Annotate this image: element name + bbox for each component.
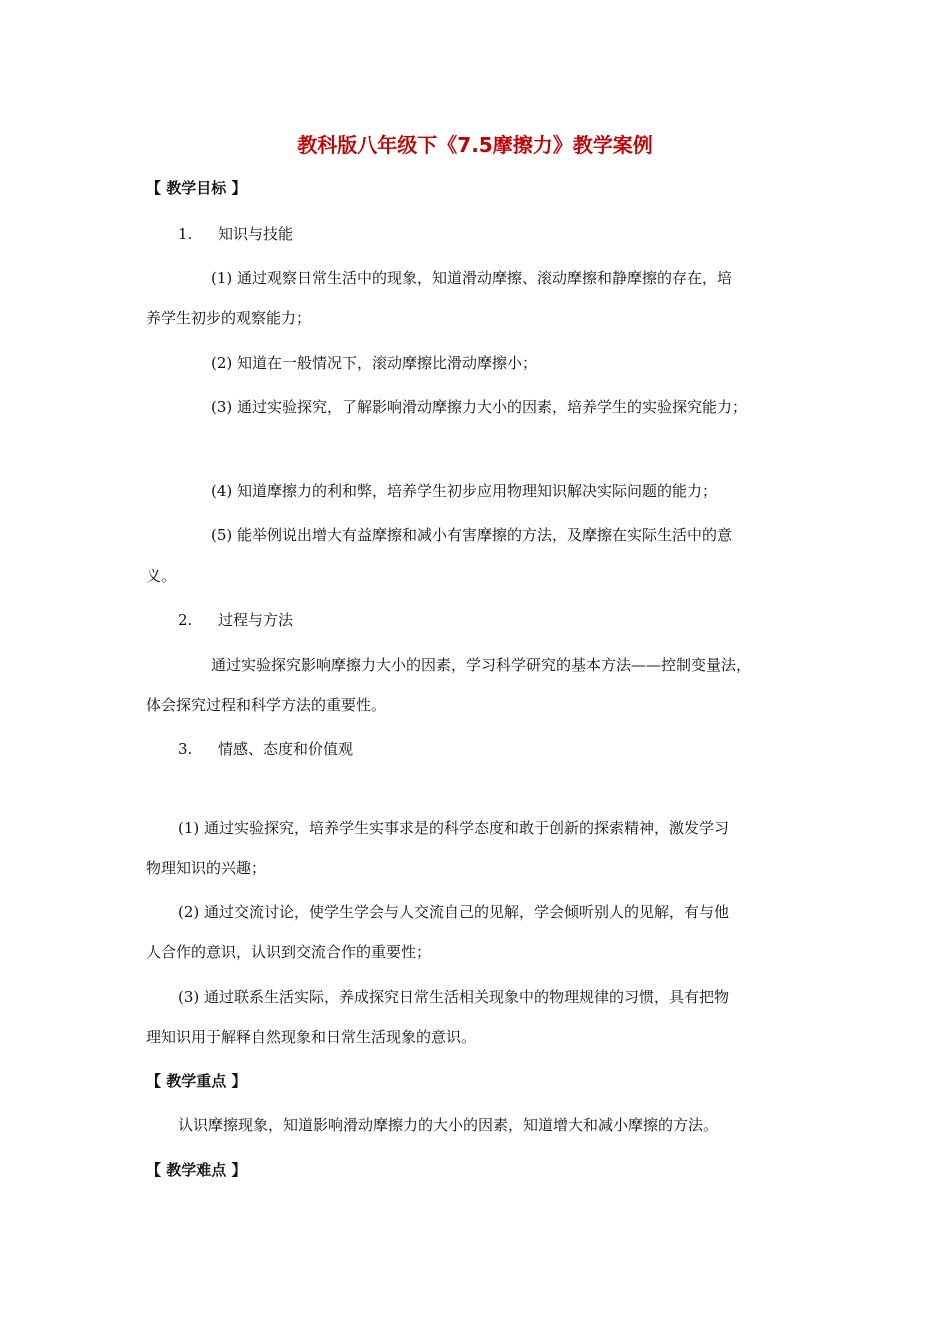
paragraph-line: 义。 (146, 567, 177, 585)
objective-item-1 (178, 224, 293, 244)
paragraph-line: (3) 通过联系生活实际，养成探究日常生活相关现象中的物理规律的习惯，具有把物 (178, 988, 730, 1006)
paragraph-line: 养学生初步的观察能力； (146, 309, 312, 327)
paragraph-line: (5) 能举例说出增大有益摩擦和减小有害摩擦的方法，及摩擦在实际生活中的意 (211, 526, 733, 544)
paragraph-line: 人合作的意识，认识到交流合作的重要性； (146, 943, 432, 961)
paragraph-line: (4) 知道摩擦力的利和弊，培养学生初步应用物理知识解决实际问题的能力； (211, 482, 718, 500)
item-label: 知识与技能 (218, 225, 294, 243)
item-number: 1. (178, 225, 193, 243)
section-heading-difficult-points: 【 教学难点 】 (146, 1161, 247, 1179)
paragraph-line: (1) 通过观察日常生活中的现象，知道滑动摩擦、滚动摩擦和静摩擦的存在，培 (211, 269, 733, 287)
paragraph-line: (2) 知道在一般情况下，滚动摩擦比滑动摩擦小； (211, 354, 538, 372)
paragraph-line: 体会探究过程和科学方法的重要性。 (146, 696, 387, 714)
item-label: 过程与方法 (218, 611, 294, 629)
paragraph-line: 通过实验探究影响摩擦力大小的因素，学习科学研究的基本方法——控制变量法， (211, 656, 752, 674)
item-number: 3. (178, 740, 193, 758)
section-heading-objectives: 【 教学目标 】 (146, 179, 247, 197)
item-label: 情感、态度和价值观 (218, 740, 354, 758)
section-heading-key-points: 【 教学重点 】 (146, 1072, 247, 1090)
paragraph-line: 物理知识的兴趣； (146, 859, 267, 877)
paragraph-line: (1) 通过实验探究，培养学生实事求是的科学态度和敢于创新的探索精神，激发学习 (178, 819, 730, 837)
objective-item-2 (178, 610, 293, 630)
item-number: 2. (178, 611, 193, 629)
paragraph-line: 理知识用于解释自然现象和日常生活现象的意识。 (146, 1028, 477, 1046)
paragraph-line: (3) 通过实验探究，了解影响滑动摩擦力大小的因素，培养学生的实验探究能力； (211, 398, 748, 416)
paragraph-line: (2) 通过交流讨论，使学生学会与人交流自己的见解，学会倾听别人的见解，有与他 (178, 903, 730, 921)
document-title: 教科版八年级下《7.5摩擦力》教学案例 (297, 133, 653, 157)
objective-item-3 (178, 739, 353, 759)
paragraph-line: 认识摩擦现象，知道影响滑动摩擦力的大小的因素，知道增大和减小摩擦的方法。 (178, 1116, 719, 1134)
